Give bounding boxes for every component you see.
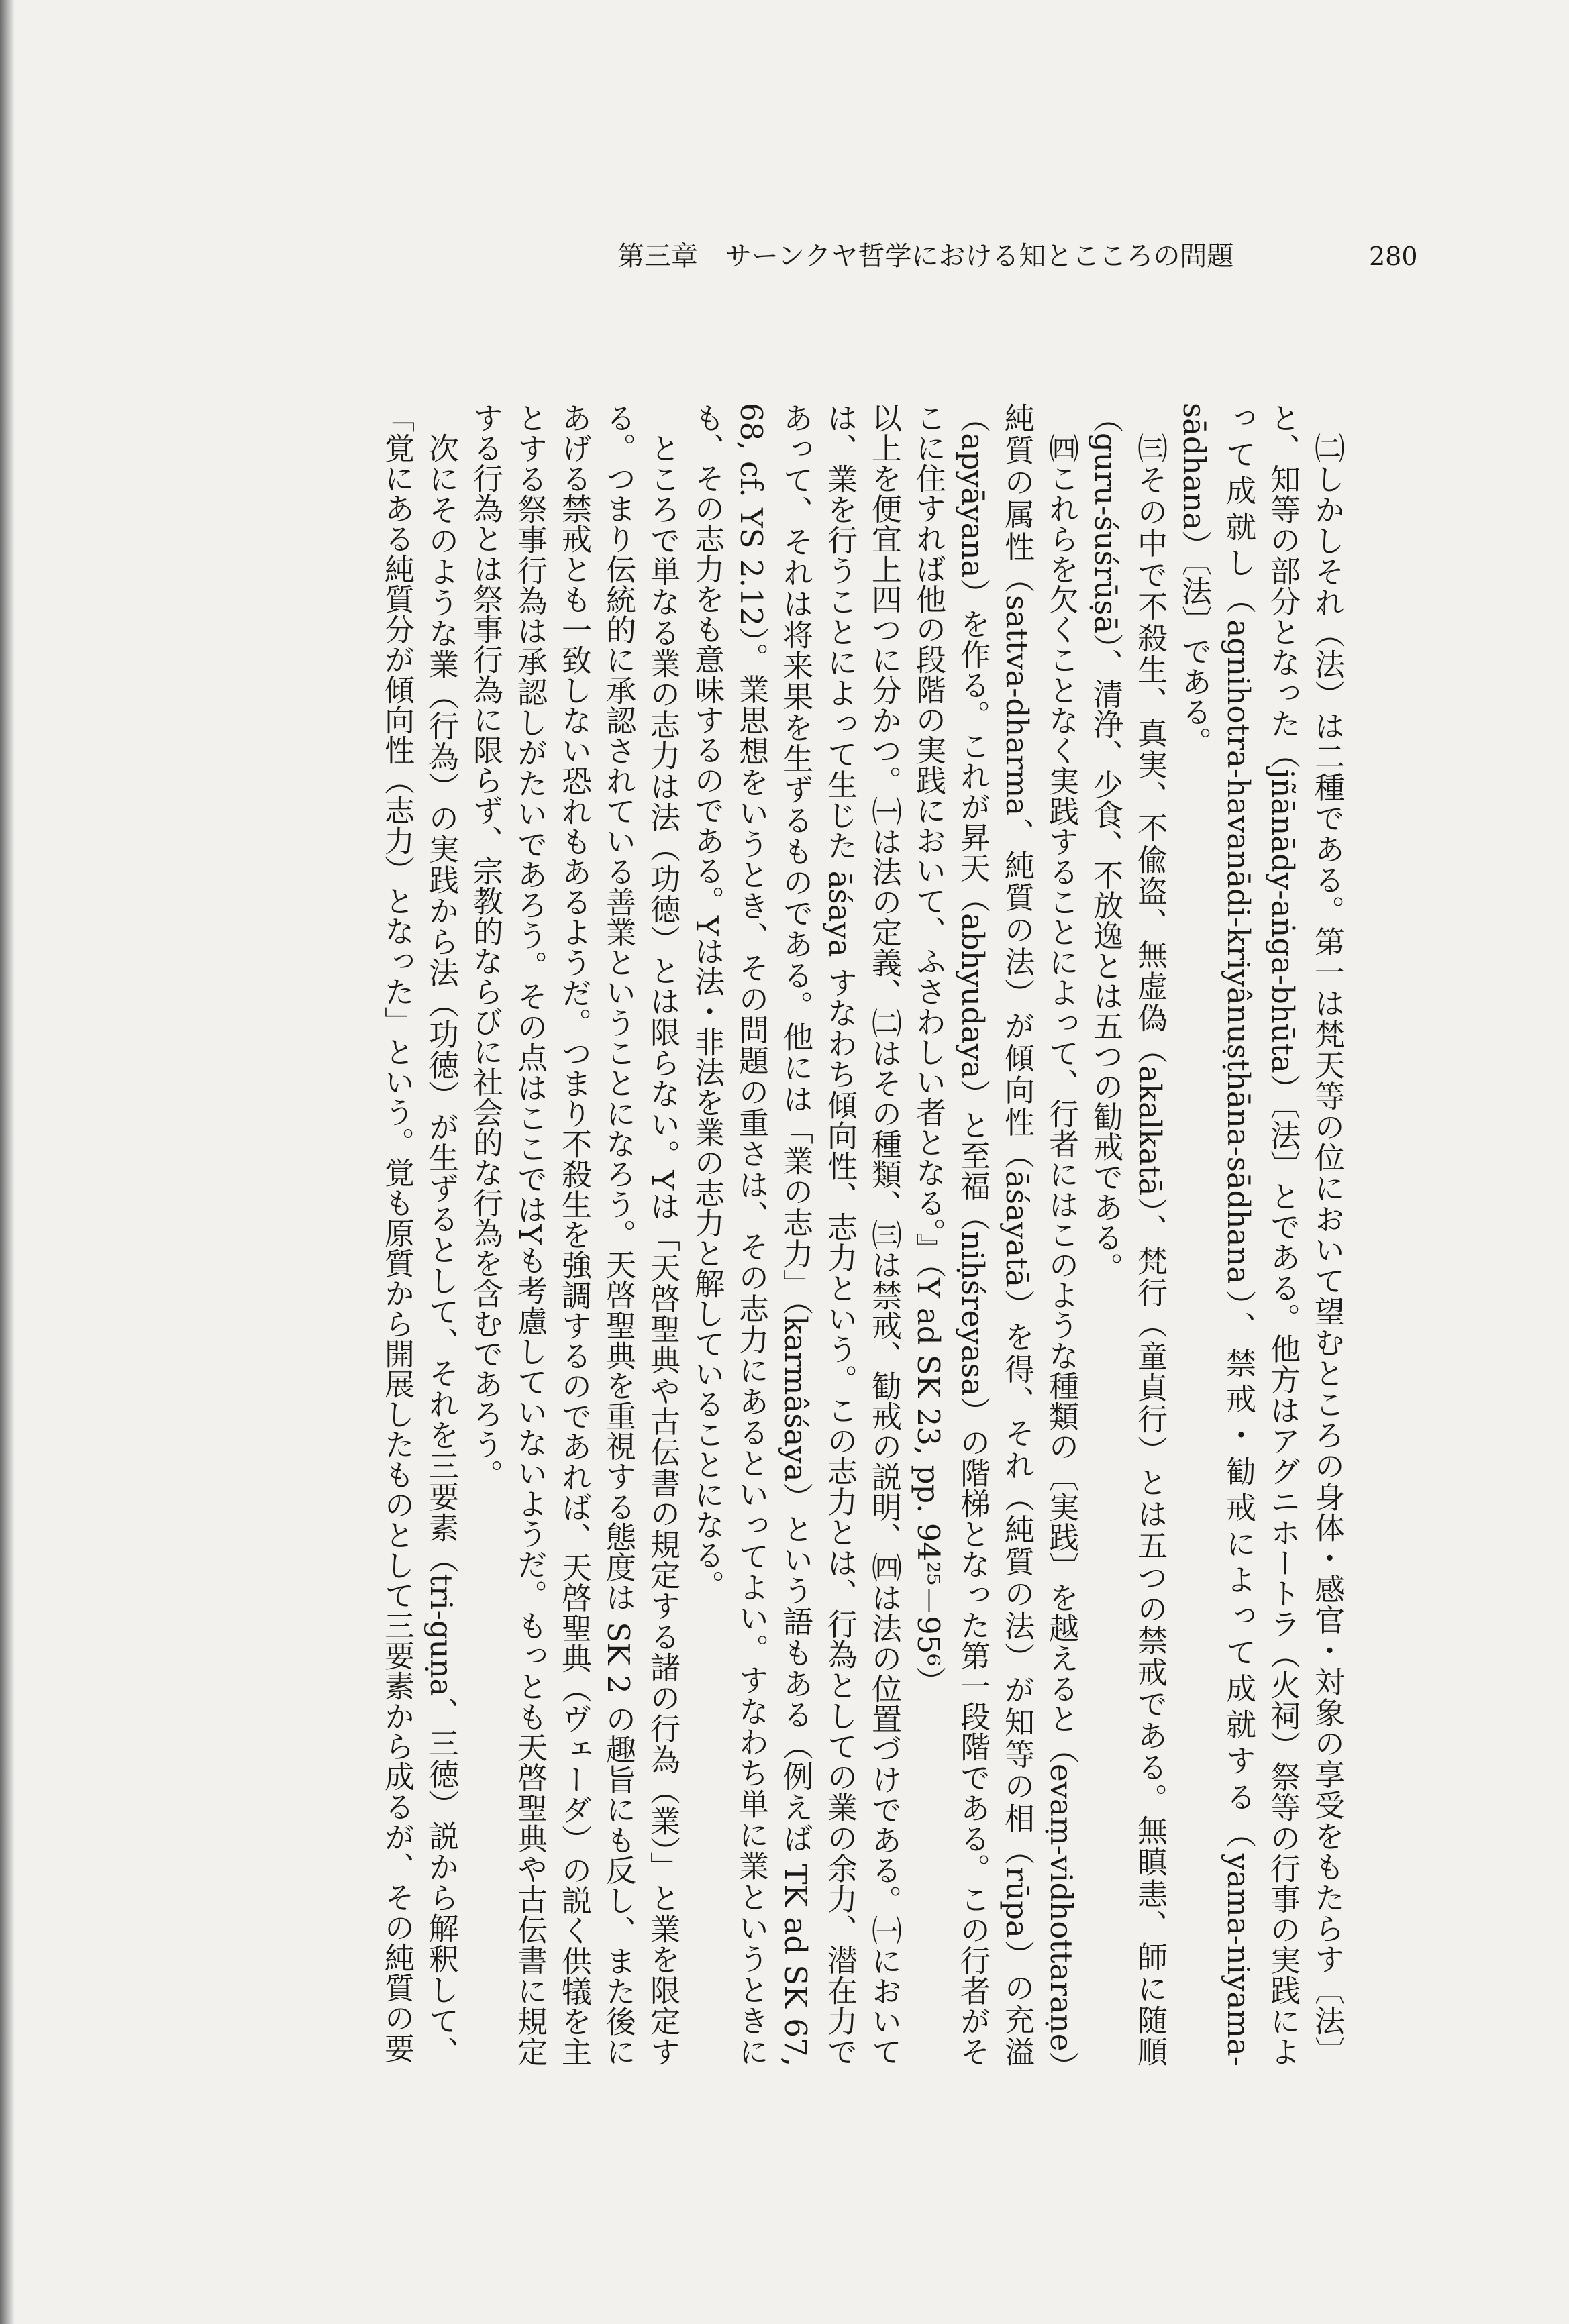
page-number: 280 <box>1369 242 1418 271</box>
paragraph-3: ㈢その中で不殺生、真実、不偸盗、無虚偽（akalkatā）、梵行（童貞行）とは五つの禁戒である。無瞋恚、師に随順（guru-śuśrūṣā）、清浄、少食、不放逸とは五つの勧戒である。 <box>1088 403 1168 2066</box>
scan-binding-edge <box>0 0 15 2324</box>
paragraph-guna: 次にそのような業（行為）の実践から法（功徳）が生ずるとして、それを三要素（tri-guṇa、三徳）説から解釈して、「覚にある純質分が傾向性（志力）となった」という。覚も原質から開展したものとして三要素から成るが、その純質の要 <box>379 403 459 2066</box>
running-header <box>617 236 1463 276</box>
body-text <box>121 403 1349 2066</box>
chapter-title: 第三章 サーンクヤ哲学における知とこころの問題 <box>617 241 1234 272</box>
paragraph-merit: ところで単なる業の志力は法（功徳）とは限らない。Yは「天啓聖典や古伝書の規定する諸の行為（業）」と業を限定する。つまり伝統的に承認されている善業ということになろう。天啓聖典を重視する態度は SK 2 の趣旨にも反し、また後にあげる禁戒とも一致しない恐れもあるようだ。つまり不殺生を強調するのであれば、天啓聖典（ヴェーダ）の説く供犠を主とする祭事行為は承認しがたいであろう。その点はここではYも考慮していないようだ。もっとも天啓聖典や古伝書に規定する行為とは祭事行為に限らず、宗教的ならびに社会的な行為を含むであろう。 <box>468 403 680 2066</box>
paragraph-4: ㈣これらを欠くことなく実践することによって、行者にはこのような種類の〔実践〕を越えると（evaṃ-vidhottaraṇe）純質の属性（sattva-dharma、純質の法）が傾向性（āśayatā）を得、それ（純質の法）が知等の相（rūpa）の充溢（apyāyana）を作る。これが昇天（abhyudaya）と至福（niḥśreyasa）の階梯となった第一段階である。この行者がそこに住すれば他の段階の実践において、ふさわしい者となる。』（Y ad SK 23, pp. 94²⁵－95⁶） <box>911 403 1079 2066</box>
paragraph-analysis: 以上を便宜上四つに分かつ。㈠は法の定義、㈡はその種類、㈢は禁戒、勧戒の説明、㈣は法の位置づけである。㈠においては、業を行うことによって生じた āśaya すなわち傾向性、志力という。この志力とは、行為としての業の余力、潜在力であって、それは将来果を生ずるものである。他には「業の志力」（karmâśaya）という語もある（例えば TK ad SK 67, 68, cf. YS 2.12）。業思想をいうとき、その問題の重さは、その志力にあるといってよい。すなわち単に業というときにも、その志力をも意味するのである。Yは法・非法を業の志力と解していることになる。 <box>689 403 902 2067</box>
paragraph-2: ㈡しかしそれ（法）は二種である。第一は梵天等の位において望むところの身体・感官・対象の享受をもたらす〔法〕と、知等の部分となった（jñānādy-aṅga-bhūta）〔法〕とである。他方はアグニホートラ（火祠）祭等の行事の実践によって成就し（agnihotra-havanādi-kriyânuṣṭhāna-sādhana）、禁戒・勧戒によって成就する（yama-niyama-sādhana）〔法〕である。 <box>1176 403 1345 2066</box>
